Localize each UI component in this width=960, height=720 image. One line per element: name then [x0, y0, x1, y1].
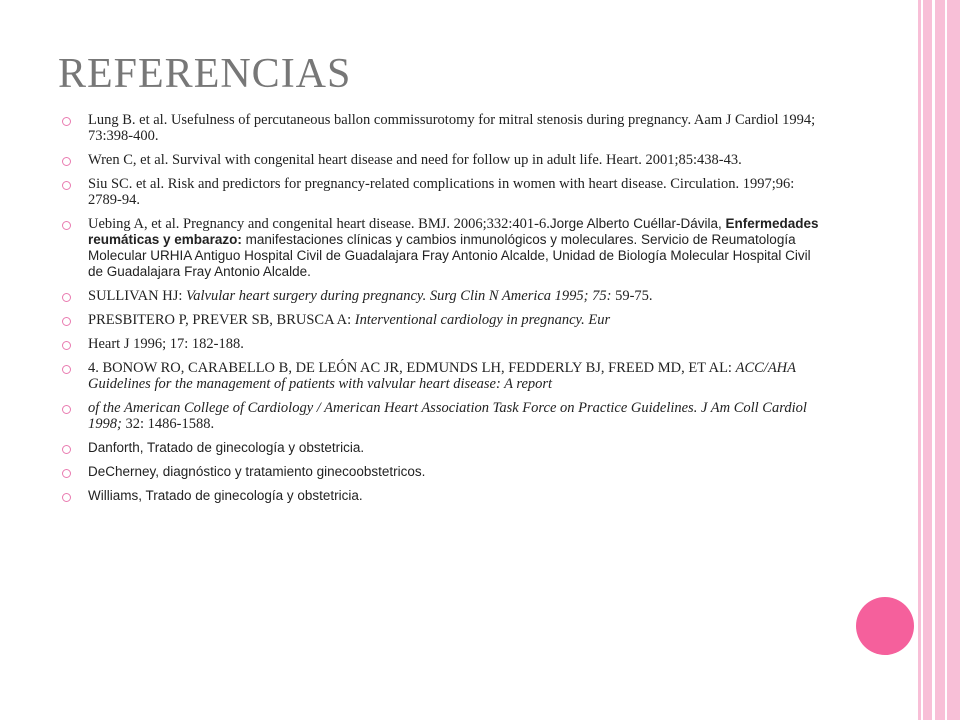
band-stripe — [945, 0, 947, 720]
reference-title: Enfermedades reumáticas y embarazo: — [88, 216, 819, 247]
list-item — [62, 312, 822, 328]
circle-bullet-icon — [62, 221, 71, 230]
reference-text: 4. BONOW RO, CARABELLO B, DE LEÓN AC JR, EDMUNDS LH, FEDDERLY BJ, FREED MD, ET AL: — [88, 360, 736, 376]
list-item — [62, 400, 822, 432]
decorative-circle — [856, 597, 914, 655]
reference-text: 59-75. — [611, 288, 653, 304]
page-title: REFERENCIAS — [58, 51, 352, 97]
reference-text: Siu SC. et al. Risk and predictors for pregnancy-related complications in women with heart disease. Circulation. 1997;96: 2789-94. — [88, 176, 795, 208]
reference-text: Wren C, et al. Survival with congenital heart disease and need for follow up in adult life. Heart. 2001;85:438-43. — [88, 152, 742, 168]
reference-text: Uebing A, et al. Pregnancy and congenital heart disease. BMJ. 2006;332:401-6. — [88, 216, 550, 232]
reference-text: SULLIVAN HJ: — [88, 288, 187, 304]
reference-text: Lung B. et al. Usefulness of percutaneous ballon commissurotomy for mitral stenosis during pregnancy. Aam J Cardiol 1994; 73:398-400. — [88, 112, 816, 144]
reference-title: Valvular heart surgery during pregnancy. Surg Clin N America 1995; 75: — [186, 288, 612, 304]
list-item — [62, 488, 822, 504]
reference-title: of the American College of Cardiology / American Heart Association Task Force on Practice Guidelines. J Am Coll Cardiol 1998; — [88, 400, 807, 432]
circle-bullet-icon — [62, 365, 71, 374]
circle-bullet-icon — [62, 341, 71, 350]
circle-bullet-icon — [62, 317, 71, 326]
list-item — [62, 464, 822, 480]
band-stripe — [921, 0, 923, 720]
circle-bullet-icon — [62, 405, 71, 414]
circle-bullet-icon — [62, 469, 71, 478]
reference-list — [62, 112, 822, 512]
reference-text: DeCherney, diagnóstico y tratamiento ginecoobstetricos. — [88, 464, 426, 479]
reference-title: ACC/AHA Guidelines for the management of patients with valvular heart disease: A report — [88, 360, 796, 392]
list-item — [62, 112, 822, 144]
circle-bullet-icon — [62, 445, 71, 454]
circle-bullet-icon — [62, 157, 71, 166]
reference-text: Williams, Tratado de ginecología y obstetricia. — [88, 488, 363, 503]
reference-text: Jorge Alberto Cuéllar-Dávila, — [549, 216, 726, 231]
circle-bullet-icon — [62, 181, 71, 190]
reference-text: manifestaciones clínicas y cambios inmunológicos y moleculares. Servicio de Reumatología Molecular URHIA Antiguo Hospital Civil de Guadalajara Fray Antonio Alcalde, Unidad de Biología Molecular Hospital Civil de Guadalajara Fray Antonio Alcalde. — [88, 232, 811, 279]
circle-bullet-icon — [62, 493, 71, 502]
list-item — [62, 152, 822, 168]
list-item — [62, 336, 822, 352]
decorative-band — [918, 0, 960, 720]
list-item — [62, 440, 822, 456]
reference-text: Heart J 1996; 17: 182-188. — [88, 336, 244, 352]
reference-text: 32: 1486-1588. — [121, 416, 215, 432]
reference-title: Interventional cardiology in pregnancy. Eur — [354, 312, 611, 328]
band-stripe — [932, 0, 935, 720]
list-item — [62, 216, 822, 280]
circle-bullet-icon — [62, 117, 71, 126]
list-item — [62, 176, 822, 208]
circle-bullet-icon — [62, 293, 71, 302]
list-item — [62, 360, 822, 392]
reference-text: PRESBITERO P, PREVER SB, BRUSCA A: — [88, 312, 355, 328]
reference-text: Danforth, Tratado de ginecología y obstetricia. — [88, 440, 365, 455]
list-item — [62, 288, 822, 304]
